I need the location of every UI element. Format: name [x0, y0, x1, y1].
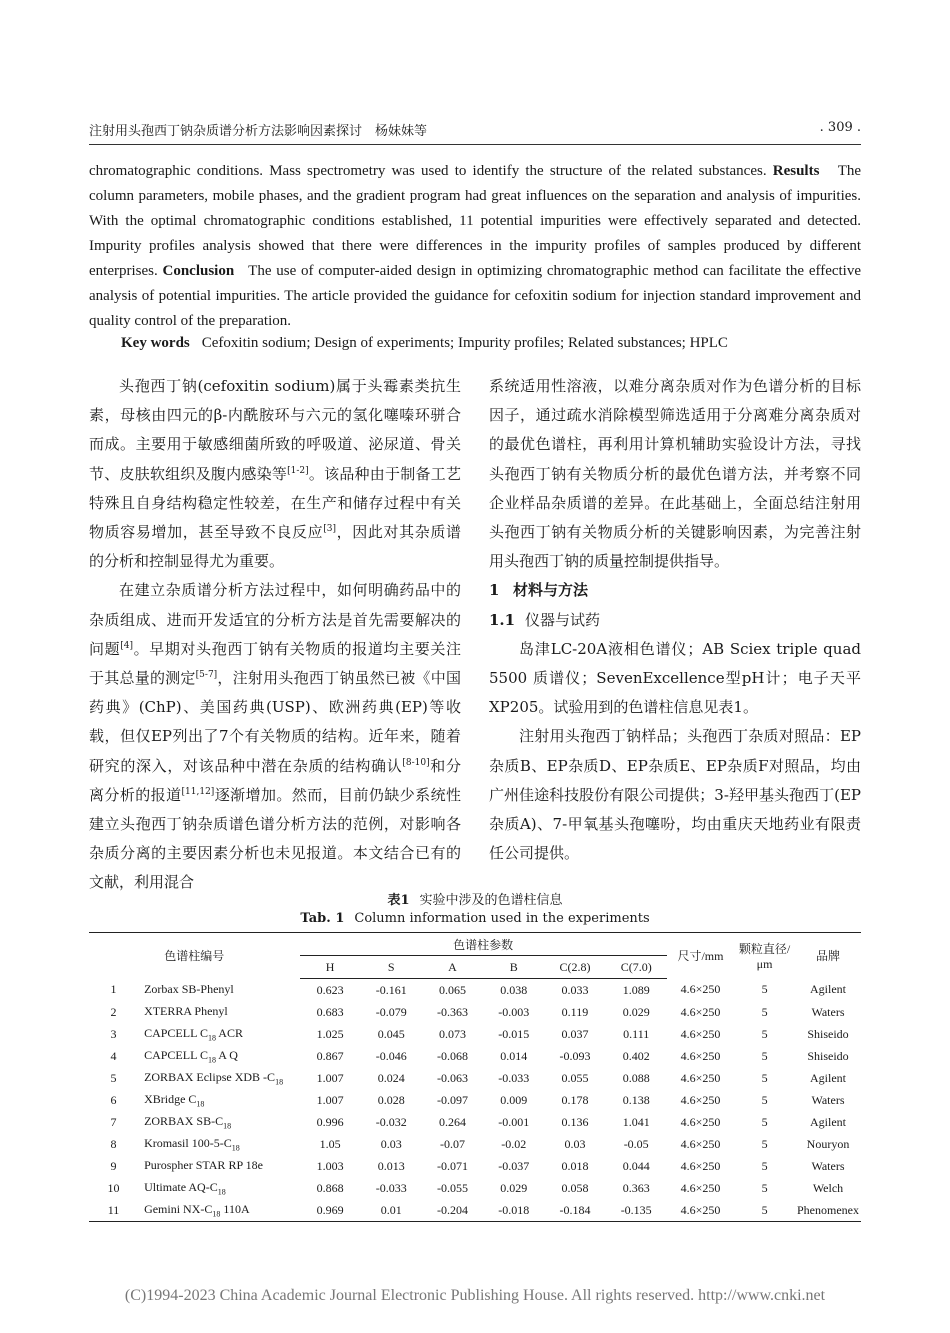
cell-particle: 5 [761, 1004, 768, 1019]
cell-param: 1.025 [316, 1026, 344, 1041]
table-caption: 表1 实验中涉及的色谱柱信息 Tab. 1 Column information used in the experiments [300, 893, 650, 926]
paragraph: 头孢西丁钠(cefoxitin sodium)属于头霉素类抗生素，母核由四元的β-内酰胺环与六元的氢化噻嗪环骈合而成。主要用于敏感细菌所致的呼吸道、泌尿道、骨关节、皮肤软组织及腹内感染等[1-2]。该品种由于制备工艺特殊且自身结构稳定性较差，在生产和储存过程中有关物质容易增加，甚至导致不良反应[3]，因此对其杂质谱的分析和控制显得尤为重要。 [89, 377, 461, 571]
cell-param: 0.033 [561, 982, 589, 997]
cell-param: 0.402 [622, 1048, 650, 1063]
cell-column-name: Gemini $NX-C_{18}$ 110A [138, 1199, 299, 1222]
table-row [89, 1023, 861, 1045]
subsection-heading: 1.1 仪器与试药 [489, 610, 601, 629]
cell-param: 0.018 [561, 1158, 589, 1173]
cell-param: 1.003 [316, 1158, 344, 1173]
cell-no: 11 [89, 1199, 138, 1222]
cell-size: 4.6×250 [680, 1136, 721, 1151]
table-row [89, 979, 861, 1002]
cell-size: 4.6×250 [680, 1180, 721, 1195]
cell-size: 4.6×250 [680, 1158, 721, 1173]
cell-particle: 5 [761, 1092, 768, 1107]
cell-column-name: XBridge $C_{18}$ [144, 1091, 205, 1109]
header-sub-param: C(2.8) [544, 956, 605, 979]
cell-param: -0.003 [498, 1004, 530, 1019]
header-params: 色谱柱参数 [300, 933, 667, 956]
paragraph: 岛津LC-20A液相色谱仪；AB Sciex triple quad 5500 质谱仪；SevenExcellence型pH计；电子天平XP205。试验用到的色谱柱信息见表1。 [489, 639, 861, 717]
cell-param: 0.058 [561, 1180, 589, 1195]
header-sub-param: C(7.0) [606, 956, 667, 979]
cell-param: 0.03 [380, 1136, 402, 1151]
cell-param: 0.01 [361, 1199, 422, 1222]
cell-particle: 5 [761, 1114, 768, 1129]
cell-particle: 5 [761, 1070, 768, 1085]
cell-param: -0.097 [436, 1092, 468, 1107]
cell-param: -0.018 [483, 1199, 544, 1222]
cell-size: 4.6×250 [680, 1048, 721, 1063]
cell-column-name: CAPCELL $C_{18}$ ACR [144, 1025, 243, 1043]
cell-param: -0.093 [559, 1048, 591, 1063]
cell-param: 0.073 [438, 1026, 466, 1041]
cell-param: 1.05 [319, 1136, 341, 1151]
cell-param: 1.089 [622, 982, 650, 997]
cell-param: 0.623 [316, 982, 344, 997]
cell-param: -0.184 [544, 1199, 605, 1222]
cell-column-name: Kromasil $100-5-C_{18}$ [144, 1135, 240, 1153]
cell-param: -0.015 [498, 1026, 530, 1041]
cell-brand: Phenomenex [795, 1199, 861, 1222]
cell-param: 0.996 [316, 1114, 344, 1129]
cell-param: 0.044 [622, 1158, 650, 1173]
cell-param: -0.02 [501, 1136, 527, 1151]
keywords-text: Cefoxitin sodium; Design of experiments; Impurity profiles; Related substances; HPLC [201, 335, 728, 351]
cell-param: -0.063 [436, 1070, 468, 1085]
cell-param: 0.111 [623, 1026, 650, 1041]
header-size: 尺寸/mm [677, 949, 724, 964]
cell-no: 8 [110, 1136, 117, 1151]
cell-param: 0.969 [300, 1199, 361, 1222]
body-column-left [89, 372, 461, 898]
cell-size: 4.6×250 [680, 1004, 721, 1019]
cell-param: 0.029 [500, 1180, 528, 1195]
cell-param: 0.088 [622, 1070, 650, 1085]
cell-param: 1.007 [316, 1092, 344, 1107]
keywords [121, 335, 728, 352]
running-header [89, 120, 861, 139]
cell-no: 4 [110, 1048, 117, 1063]
header-rule [89, 144, 861, 145]
cell-param: -0.068 [436, 1048, 468, 1063]
cell-no: 9 [110, 1158, 117, 1173]
cell-size: 4.6×250 [680, 1114, 721, 1129]
cell-param: 0.264 [438, 1114, 466, 1129]
cell-column-name: CAPCELL $C_{18}$ A Q [144, 1047, 238, 1065]
cell-column-name: Purospher STAR RP 18e [144, 1157, 263, 1172]
cell-param: -0.363 [436, 1004, 468, 1019]
cell-param: -0.032 [375, 1114, 407, 1129]
header-sub-param: S [361, 956, 422, 979]
cell-param: -0.161 [375, 982, 407, 997]
conclusion-label: Conclusion [162, 263, 235, 279]
cell-column-name: ZORBAX $SB-C_{18}$ [144, 1113, 232, 1131]
cell-particle: 5 [761, 1136, 768, 1151]
cell-param: 0.009 [500, 1092, 528, 1107]
cell-param: 0.024 [377, 1070, 405, 1085]
cell-brand: Agilent [810, 1114, 846, 1129]
header-brand: 品牌 [815, 949, 840, 964]
cell-no: 10 [107, 1180, 120, 1195]
cell-brand: Waters [811, 1004, 845, 1019]
cell-param: -0.05 [623, 1136, 649, 1151]
header-column-id: 色谱柱编号 [164, 949, 225, 964]
abstract-text: chromatographic conditions. Mass spectrometry was used to identify the structure of the related substances. Results The column parameters, mobile phases, and the gradient program had great influences on the separation and analysis of impurities. With the optimal chromatographic conditions established, 11 potential impurities were effectively separated and detected. Impurity profiles analysis showed that there were differences in the impurity profiles of samples produced by different enterprises. Conclusion The use of computer-aided design in optimizing chromatographic method can facilitate the effective analysis of potential impurities. The article provided the guidance for cefoxitin sodium for injection standard improvement and quality control of the preparation. [89, 163, 862, 329]
cell-brand: Welch [812, 1180, 844, 1195]
cell-param: -0.071 [436, 1158, 468, 1173]
table-row [89, 1199, 861, 1222]
table-row [89, 1045, 861, 1067]
cell-param: 0.037 [561, 1026, 589, 1041]
cell-no: 1 [110, 982, 117, 997]
body-column-right [489, 372, 861, 868]
table-row [89, 1111, 861, 1133]
cell-brand: Waters [811, 1158, 845, 1173]
table-row [89, 1067, 861, 1089]
cell-param: 0.055 [561, 1070, 589, 1085]
cell-no: 6 [110, 1092, 117, 1107]
cell-param: 1.007 [316, 1070, 344, 1085]
cell-column-name: Zorbax SB-Phenyl [144, 981, 234, 996]
cell-param: -0.001 [498, 1114, 530, 1129]
header-sub-param: B [483, 956, 544, 979]
cell-param: -0.055 [436, 1180, 468, 1195]
paragraph: 注射用头孢西丁钠样品；头孢西丁杂质对照品：EP杂质B、EP杂质D、EP杂质E、EP杂质F对照品，均由广州佳途科技股份有限公司提供；3-羟甲基头孢西丁(EP杂质A)、7-甲氧基头孢噻吩，均由重庆天地药业有限责任公司提供。 [489, 727, 861, 863]
cell-no: 3 [110, 1026, 117, 1041]
section-heading: 1 材料与方法 [489, 581, 589, 600]
results-label: Results [772, 163, 820, 179]
header-sub-param: A [422, 956, 483, 979]
cell-param: 0.363 [622, 1180, 650, 1195]
cell-brand: Nouryon [806, 1136, 850, 1151]
cell-column-name: Ultimate $AQ-C_{18}$ [144, 1179, 226, 1197]
cell-param: 0.138 [622, 1092, 650, 1107]
cell-particle: 5 [761, 1048, 768, 1063]
abstract [89, 159, 861, 334]
cell-param: 0.868 [316, 1180, 344, 1195]
cell-brand: Waters [811, 1092, 845, 1107]
cell-particle: 5 [761, 982, 768, 997]
cell-column-name: XTERRA Phenyl [144, 1003, 228, 1018]
cell-param: -0.033 [375, 1180, 407, 1195]
cell-size: 4.6×250 [680, 1070, 721, 1085]
keywords-label: Key words [121, 335, 190, 351]
cell-param: 0.683 [316, 1004, 344, 1019]
cell-param: 0.029 [622, 1004, 650, 1019]
table-row [89, 1001, 861, 1023]
cell-param: 1.041 [622, 1114, 650, 1129]
header-title: 注射用头孢西丁钠杂质谱分析方法影响因素探讨 杨妹妹等 [89, 124, 428, 139]
cell-size: 4.6×250 [680, 982, 721, 997]
cell-size: 4.6×250 [667, 1199, 734, 1222]
cell-particle: 5 [761, 1158, 768, 1173]
cell-particle: 5 [734, 1199, 795, 1222]
cell-particle: 5 [761, 1026, 768, 1041]
cell-param: -0.033 [498, 1070, 530, 1085]
cell-param: 0.065 [438, 982, 466, 997]
cell-param: 0.136 [561, 1114, 589, 1129]
cell-param: -0.07 [439, 1136, 465, 1151]
cell-size: 4.6×250 [680, 1092, 721, 1107]
cell-param: 0.014 [500, 1048, 528, 1063]
cell-brand: Agilent [810, 982, 846, 997]
cell-param: 0.045 [377, 1026, 405, 1041]
header-particle: 颗粒直径/μm [738, 941, 791, 971]
cell-param: 0.178 [561, 1092, 589, 1107]
cell-param: 0.119 [561, 1004, 589, 1019]
cell-param: -0.135 [606, 1199, 667, 1222]
page-number: . 309 . [819, 120, 861, 135]
cell-param: -0.204 [422, 1199, 483, 1222]
table-row [89, 1089, 861, 1111]
cell-brand: Shiseido [807, 1048, 849, 1063]
cell-no: 5 [110, 1070, 117, 1085]
column-info-table [89, 932, 861, 1222]
table-row [89, 1133, 861, 1155]
cell-no: 2 [110, 1004, 117, 1019]
cell-param: -0.037 [498, 1158, 530, 1173]
cell-brand: Shiseido [807, 1026, 849, 1041]
cell-param: -0.079 [375, 1004, 407, 1019]
cell-param: 0.013 [377, 1158, 405, 1173]
cell-param: 0.867 [316, 1048, 344, 1063]
cell-param: 0.03 [564, 1136, 586, 1151]
cell-size: 4.6×250 [680, 1026, 721, 1041]
table-row [89, 1177, 861, 1199]
cell-brand: Agilent [810, 1070, 846, 1085]
cell-no: 7 [110, 1114, 117, 1129]
header-sub-param: H [300, 956, 361, 979]
cell-param: 0.028 [377, 1092, 405, 1107]
cell-particle: 5 [761, 1180, 768, 1195]
cell-column-name: ZORBAX Eclipse XDB $-C_{18}$ [144, 1069, 284, 1087]
cell-param: -0.046 [375, 1048, 407, 1063]
copyright-footer: (C)1994-2023 China Academic Journal Electronic Publishing House. All rights reserved. http://www.cnki.net [124, 1287, 826, 1304]
paragraph: 在建立杂质谱分析方法过程中，如何明确药品中的杂质组成、进而开发适宜的分析方法是首先需要解决的问题[4]。早期对头孢西丁钠有关物质的报道均主要关注于其总量的测定[5-7]，注射用头孢西丁钠虽然已被《中国药典》(ChP)、美国药典(USP)、欧洲药典(EP)等收载，但仅EP列出了7个有关物质的结构。近年来，随着研究的深入，对该品种中潜在杂质的结构确认[8-10]和分离分析的报道[11,12]逐渐增加。然而，目前仍缺少系统性建立头孢西丁钠杂质谱色谱分析方法的范例，对影响各杂质分离的主要因素分析也未见报道。本文结合已有的文献，利用混合 [89, 581, 461, 892]
cell-param: 0.038 [500, 982, 528, 997]
paragraph: 系统适用性溶液，以难分离杂质对作为色谱分析的目标因子，通过疏水消除模型筛选适用于分离难分离杂质对的最优色谱柱，再利用计算机辅助实验设计方法，寻找头孢西丁钠有关物质分析的最优色谱方法，并考察不同企业样品杂质谱的差异。在此基础上，全面总结注射用头孢西丁钠有关物质分析的关键影响因素，为完善注射用头孢西丁钠的质量控制提供指导。 [489, 377, 861, 571]
table-row [89, 1155, 861, 1177]
